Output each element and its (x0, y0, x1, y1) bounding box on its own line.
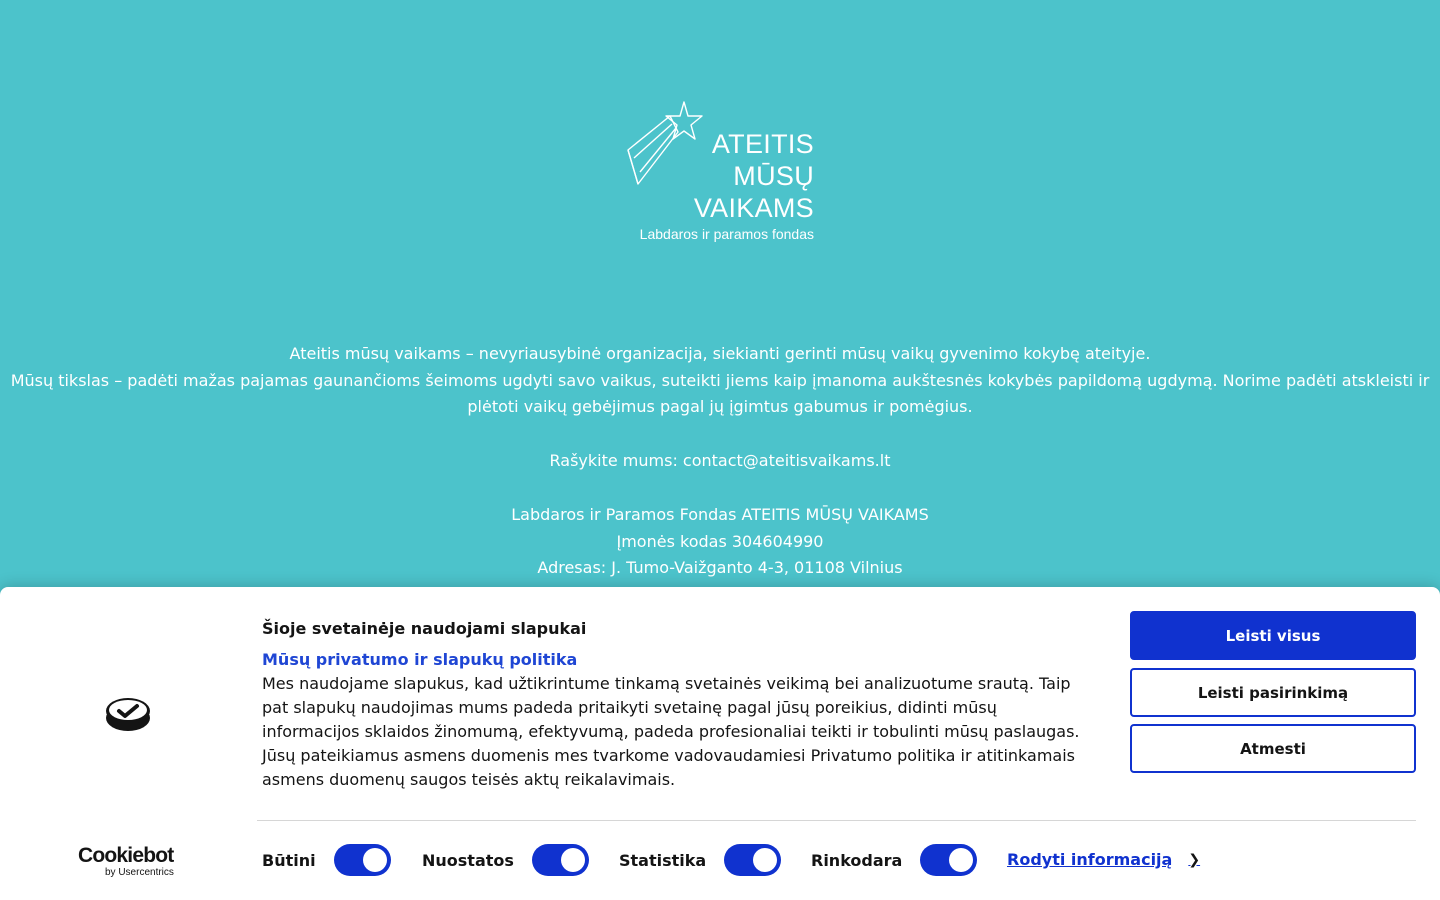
banner-divider (257, 820, 1416, 821)
site-logo (620, 96, 820, 246)
cookie-consent-banner (0, 587, 1440, 900)
switch-knob (561, 848, 585, 872)
mission-text-line-1: Mūsų tikslas – padėti mažas pajamas gaunančioms šeimoms ugdyti savo vaikus, suteikti jiems kaip įmanoma aukštesnės kokybės papildomą ugdymą. Norime padėti atskleisti ir (10, 370, 1430, 390)
description-line: Mes naudojame slapukus, kad užtikrintume tinkamą svetainės veikimą bei analizuotume srautą. Taip (262, 674, 1071, 693)
cookie-banner-title: Šioje svetainėje naudojami slapukai (262, 619, 587, 638)
show-details-link[interactable] (1007, 850, 1200, 869)
toggle-label: Nuostatos (422, 850, 514, 870)
toggle-label: Rinkodara (811, 850, 903, 870)
logo-line-1: ATEITIS (711, 129, 814, 159)
toggle-marketing (811, 844, 977, 876)
logo-subtitle: Labdaros ir paramos fondas (639, 226, 814, 242)
cookiebot-brand-name: Cookiebot (78, 844, 174, 867)
statistics-switch[interactable] (724, 844, 781, 876)
cookiebot-brand-by: by Usercentrics (105, 867, 174, 878)
deny-button[interactable]: Atmesti (1130, 724, 1416, 773)
description-line: Jūsų pateikiamus asmens duomenis mes tvarkome vadovaudamiesi Privatumo politika ir atitinkamais (262, 746, 1075, 765)
intro-text: Ateitis mūsų vaikams – nevyriausybinė organizacija, siekianti gerinti mūsų vaikų gyvenimo kokybę ateityje. (289, 344, 1151, 363)
switch-knob (363, 848, 387, 872)
company-code: Įmonės kodas 304604990 (616, 531, 824, 551)
description-line: asmens duomenų saugos teisės aktų reikalavimais. (262, 770, 676, 789)
address: Adresas: J. Tumo-Vaižganto 4-3, 01108 Vilnius (537, 558, 903, 577)
allow-selection-button[interactable]: Leisti pasirinkimą (1130, 668, 1416, 717)
logo-line-2: MŪSŲ (733, 161, 814, 191)
mission-text-line-2: plėtoti vaikų gebėjimus pagal jų įgimtus gabumus ir pomėgius. (467, 397, 973, 416)
show-details-label: Rodyti informaciją (1007, 850, 1173, 869)
cookie-banner-description (262, 672, 1092, 792)
toggle-preferences (422, 844, 589, 876)
toggle-necessary (262, 844, 391, 876)
switch-knob (949, 848, 973, 872)
cookiebot-logo-icon (104, 694, 152, 734)
chevron-right-icon: ❯ (1188, 851, 1201, 868)
toggle-label: Statistika (619, 850, 707, 870)
necessary-switch[interactable] (334, 844, 391, 876)
logo-line-3: VAIKAMS (693, 193, 814, 223)
description-line: pat slapukų naudojimas mums padeda pritaikyti svetainę pagal jūsų poreikius, didinti mūsų (262, 698, 997, 717)
marketing-switch[interactable] (920, 844, 977, 876)
allow-all-button[interactable]: Leisti visus (1130, 611, 1416, 660)
about-section (0, 341, 1440, 582)
preferences-switch[interactable] (532, 844, 589, 876)
privacy-policy-link[interactable]: Mūsų privatumo ir slapukų politika (262, 650, 578, 669)
description-line: informacijos sklaidos žinomumą, efektyvumą, padeda profesionaliai teikti ir tobulinti mūsų paslaugas. (262, 722, 1080, 741)
toggle-label: Būtini (262, 850, 316, 870)
shooting-star-icon (626, 98, 706, 188)
org-name: Labdaros ir Paramos Fondas ATEITIS MŪSŲ VAIKAMS (511, 505, 929, 524)
cookiebot-brand (78, 845, 188, 878)
contact-text: Rašykite mums: contact@ateitisvaikams.lt (549, 451, 891, 470)
switch-knob (753, 848, 777, 872)
toggle-statistics (619, 844, 781, 876)
